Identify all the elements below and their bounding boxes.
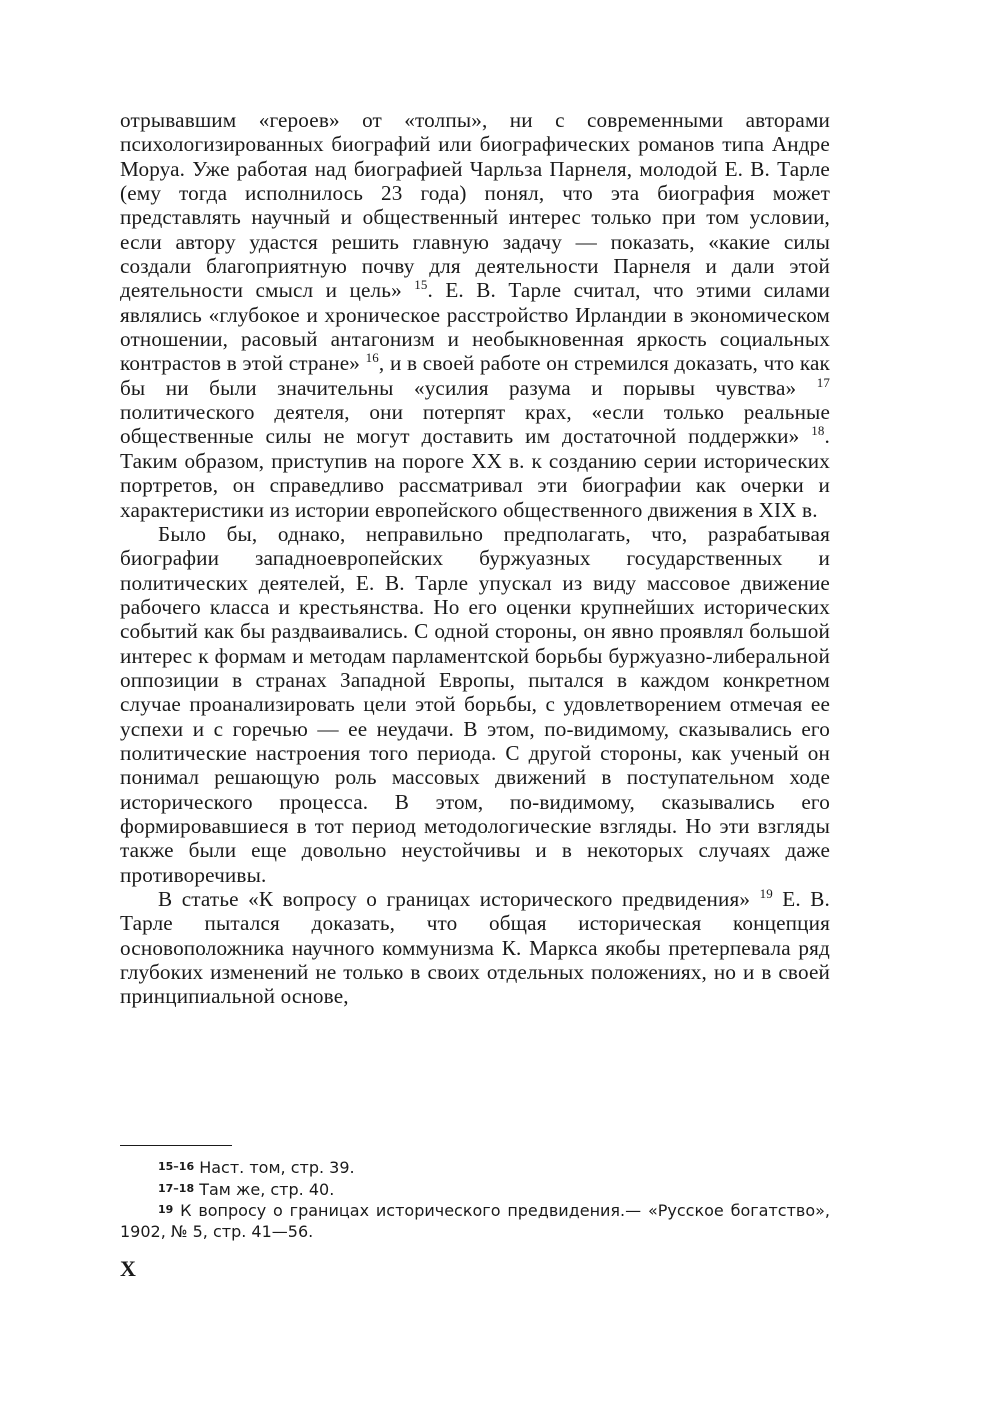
paragraph-text: , и в своей работе он стремился доказать, что как бы ни были значительны «усилия разума и порывы чувства»	[120, 351, 830, 400]
paragraph-text: В статье «К вопросу о границах исторического предвидения»	[158, 887, 760, 911]
footnote	[120, 1200, 830, 1242]
paragraph-text: Е. В. Тарле пытался доказать, что общая историческая концепция основоположника научного коммунизма К. Маркса якобы претерпевала ряд глубоких изменений не только в своих отдельных положениях, но и в своей принципиальной основе,	[120, 887, 830, 1009]
paragraph	[120, 522, 830, 887]
footnote-marker: 16	[365, 350, 379, 366]
footnote-number: 15–16	[158, 1160, 195, 1173]
footnote-rule	[120, 1145, 232, 1146]
footnote-marker: 17	[816, 374, 830, 390]
paragraph-text: . Таким образом, приступив на пороге XX в. к созданию серии исторических портретов, он справедливо рассматривал эти биографии как очерки и характеристики из истории европейского общественного движения в XIX в.	[120, 424, 830, 522]
paragraph-text: политического деятеля, они потерпят крах, «если только реальные общественные силы не могут доставить им достаточной поддержки»	[120, 400, 830, 449]
footnote-text: Наст. том, стр. 39.	[199, 1158, 355, 1177]
paragraph-text: Было бы, однако, неправильно предполагать, что, разрабатывая биографии западноевропейских буржуазных государственных и политических деятелей, Е. В. Тарле упускал из виду массовое движение рабочего класса и крестьянства. Но его оценки крупнейших исторических событий как бы раздваивались. С одной стороны, он явно проявлял большой интерес к формам и методам парламентской борьбы буржуазно-либеральной оппозиции в странах Западной Европы, пытался в каждом конкретном случае проанализировать цели этой борьбы, с удовлетворением отмечая ее успехи и с горечью — ее неудачи. В этом, по-видимому, сказывались его политические настроения того периода. С другой стороны, как ученый он понимал решающую роль массовых движений в поступательном ходе исторического процесса. В этом, по-видимому, сказывались его формировавшиеся в тот период методологические взгляды. Но эти взгляды также были еще довольно неустойчивы и в некоторых случаях даже противоречивы.	[120, 521, 830, 887]
paragraph-text: отрывавшим «героев» от «толпы», ни с современными авторами психологизированных биографий или биографических романов типа Андре Моруа. Уже работая над биографией Чарльза Парнеля, молодой Е. В. Тарле (ему тогда исполнилось 23 года) понял, что эта биография может представлять научный и общественный интерес только при том условии, если автору удастся решить главную задачу — показать, «какие силы создали благоприятную почву для деятельности Парнеля и дали этой деятельности смысл и цель»	[120, 108, 830, 303]
paragraph	[120, 108, 830, 522]
footnote-marker: 15	[414, 277, 428, 293]
footnote	[120, 1179, 830, 1201]
footnote-number: 17–18	[158, 1181, 195, 1195]
footnote-marker: 18	[811, 423, 825, 439]
footnote-number: 19	[158, 1203, 174, 1216]
footnote-marker: 19	[759, 886, 773, 901]
page-number: X	[120, 1256, 137, 1281]
footnote-text: Там же, стр. 40.	[199, 1179, 335, 1199]
footnotes	[120, 1157, 830, 1242]
paragraph	[120, 887, 830, 1009]
paragraph-text: . Е. В. Тарле считал, что этими силами являлись «глубокое и хроническое расстройство Ирландии в экономическом отношении, расовый антагонизм и необыкновенная яркость социальных контрастов в этой стране»	[120, 278, 830, 376]
body-text	[120, 108, 830, 1009]
footnote	[120, 1157, 830, 1179]
footnote-text: К вопросу о границах исторического предвидения.— «Русское богатство», 1902, № 5, стр. 41—56.	[120, 1201, 830, 1241]
